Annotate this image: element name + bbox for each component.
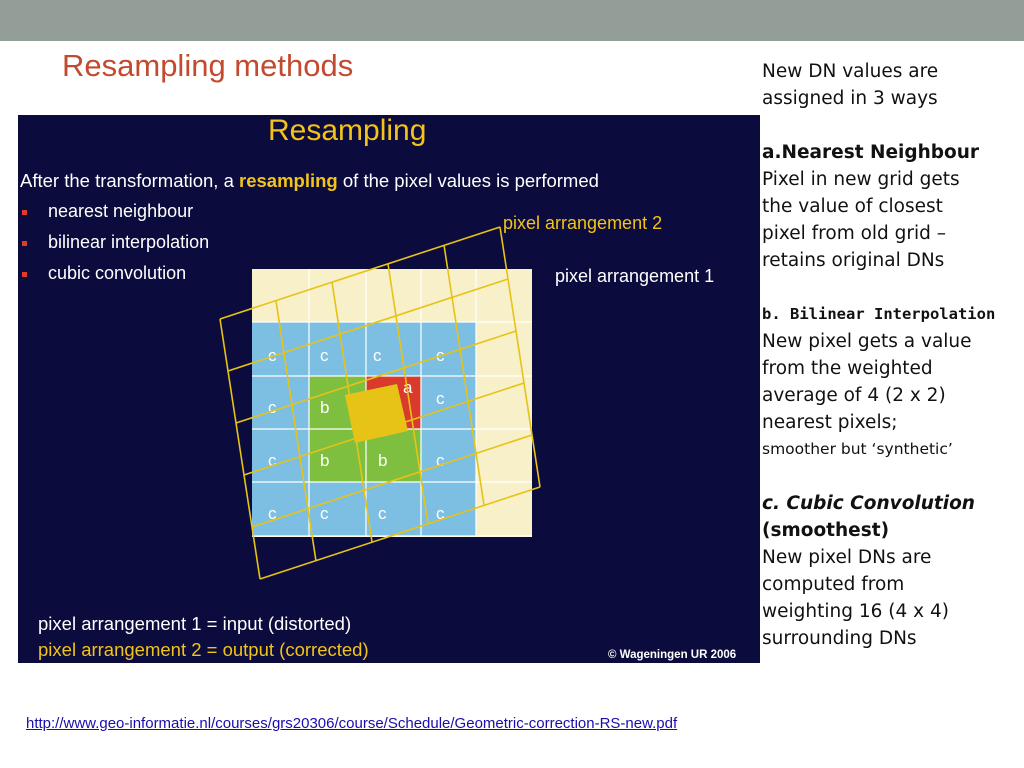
- cell-letter: c: [268, 346, 277, 365]
- cubic-line: weighting 16 (4 x 4): [762, 601, 949, 622]
- cubic-heading: c. Cubic Convolution: [762, 493, 975, 514]
- cell-letter: c: [436, 504, 445, 523]
- bullet-bilinear-interpolation: bilinear interpolation: [48, 232, 210, 252]
- cell-letter: c: [268, 398, 277, 417]
- copyright-text: © Wageningen UR 2006: [608, 649, 737, 661]
- bullet-marker: [22, 272, 27, 277]
- bilinear-line: from the weighted: [762, 358, 933, 379]
- intro-highlight: resampling: [239, 170, 338, 191]
- cell-letter: b: [320, 451, 330, 470]
- cell-letter: b: [320, 398, 330, 417]
- intro-suffix: of the pixel values is performed: [337, 170, 599, 191]
- resampling-figure: [18, 115, 760, 663]
- bullet-cubic-convolution: cubic convolution: [48, 263, 187, 283]
- resampling-diagram: [18, 115, 760, 663]
- nearest-neighbour-line: Pixel in new grid gets: [762, 169, 960, 190]
- bilinear-note: smoother but ‘synthetic’: [762, 440, 953, 458]
- cell-letter: b: [378, 451, 388, 470]
- bilinear-line: average of 4 (2 x 2): [762, 385, 946, 406]
- cell-letter: c: [436, 389, 445, 408]
- cubic-subheading: (smoothest): [762, 520, 890, 541]
- bilinear-line: nearest pixels;: [762, 412, 898, 433]
- nearest-neighbour-line: retains original DNs: [762, 250, 945, 271]
- cell-letter: c: [436, 451, 445, 470]
- cell-letter: a: [403, 378, 413, 397]
- intro-prefix: After the transformation, a: [20, 170, 240, 191]
- cubic-line: surrounding DNs: [762, 628, 917, 649]
- bilinear-heading: b. Bilinear Interpolation: [762, 305, 996, 323]
- cell-letter: c: [320, 504, 329, 523]
- bullet-marker: [22, 241, 27, 246]
- notes-intro-line-1: New DN values are: [762, 61, 939, 82]
- cell-letter: c: [268, 504, 277, 523]
- bilinear-line: New pixel gets a value: [762, 331, 972, 352]
- figure-intro: [20, 170, 599, 191]
- cell-letter: c: [320, 346, 329, 365]
- cell-letter: c: [373, 346, 382, 365]
- spacer: [762, 463, 1022, 490]
- notes-intro-line-2: assigned in 3 ways: [762, 88, 938, 109]
- slide-title: Resampling methods: [62, 48, 354, 83]
- nearest-neighbour-heading: a.Nearest Neighbour: [762, 142, 980, 163]
- top-banner: [0, 0, 1024, 41]
- cell-letter: c: [378, 504, 387, 523]
- source-link[interactable]: http://www.geo-informatie.nl/courses/grs20306/course/Schedule/Geometric-correction-RS-new.pdf: [26, 715, 678, 732]
- bullet-marker: [22, 210, 27, 215]
- cell-letter: c: [268, 451, 277, 470]
- notes-panel: [762, 58, 1022, 652]
- spacer: [762, 112, 1022, 139]
- label-pixel-arrangement-1: pixel arrangement 1: [555, 266, 715, 286]
- bullet-nearest-neighbour: nearest neighbour: [48, 201, 194, 221]
- cubic-line: computed from: [762, 574, 905, 595]
- cubic-line: New pixel DNs are: [762, 547, 932, 568]
- label-pixel-arrangement-2: pixel arrangement 2: [503, 213, 663, 233]
- footer-output-note: pixel arrangement 2 = output (corrected): [38, 639, 369, 660]
- nearest-neighbour-line: pixel from old grid –: [762, 223, 947, 244]
- nearest-neighbour-line: the value of closest: [762, 196, 943, 217]
- figure-heading: Resampling: [268, 115, 427, 147]
- spacer: [762, 274, 1022, 301]
- cell-letter: c: [436, 346, 445, 365]
- footer-input-note: pixel arrangement 1 = input (distorted): [38, 613, 352, 634]
